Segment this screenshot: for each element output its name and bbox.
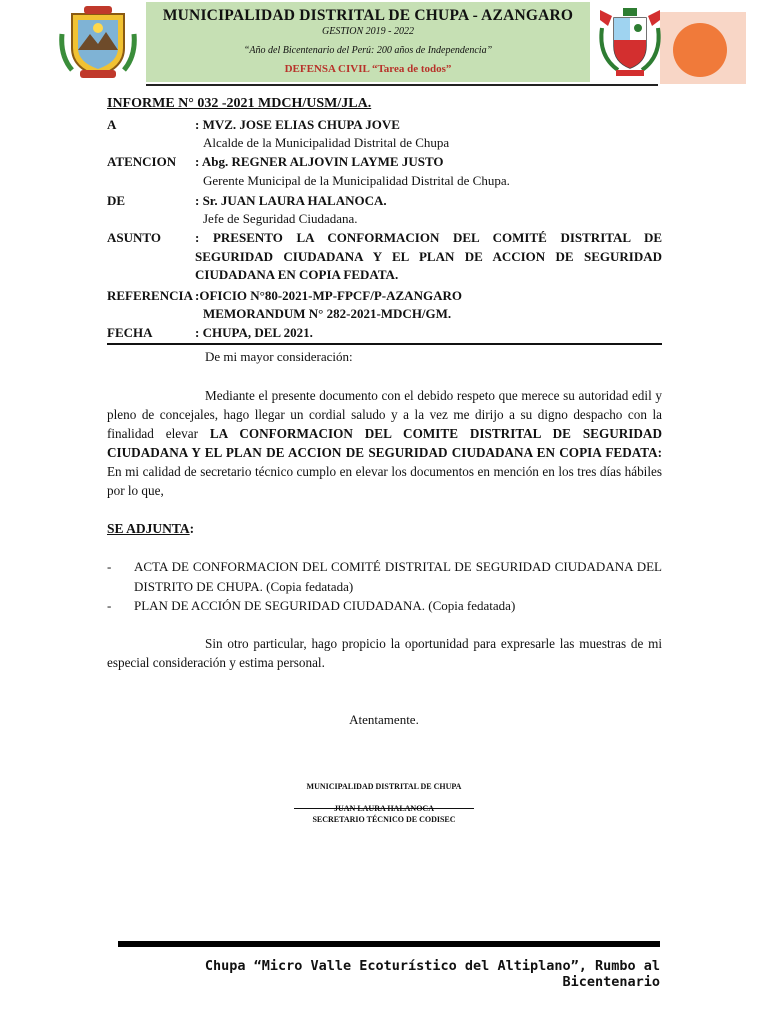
memo-row-asunto — [107, 229, 662, 287]
signature-name: JUAN LAURA HALANOCA — [333, 804, 434, 813]
list-bullet: - — [107, 559, 112, 574]
memo-row-de — [107, 192, 662, 229]
list-item — [107, 596, 662, 616]
memo-label: FECHA — [107, 325, 153, 340]
memo-value: : Sr. JUAN LAURA HALANOCA. — [195, 193, 387, 208]
signature-role: SECRETARIO TÉCNICO DE CODISEC — [312, 815, 456, 824]
paragraph-emphasis: LA CONFORMACION DEL COMITE DISTRITAL DE SEGURIDAD CIUDADANA Y EL PLAN DE ACCION DE SEGURIDAD CIUDADANA EN COPIA FEDATA: — [107, 426, 662, 460]
memo-row-fecha — [107, 324, 662, 344]
attachments-heading-text: SE ADJUNTA — [107, 521, 190, 536]
memo-subvalue: Jefe de Seguridad Ciudadana. — [203, 211, 358, 226]
memo-label: ATENCION — [107, 154, 177, 169]
memo-subvalue: Gerente Municipal de la Municipalidad Distrital de Chupa. — [203, 173, 510, 188]
footer-bar — [118, 941, 660, 947]
memo-divider — [107, 343, 662, 345]
memo-value: :OFICIO N°80-2021-MP-FPCF/P-AZANGARO — [195, 288, 462, 303]
attachments-heading-colon: : — [189, 521, 195, 536]
attachments-heading — [107, 521, 194, 537]
attachments-list — [107, 557, 662, 616]
district-crest-logo — [58, 4, 138, 80]
memo-label: A — [107, 117, 117, 132]
report-number: INFORME N° 032 -2021 MDCH/USM/JLA. — [107, 96, 372, 111]
list-item — [107, 557, 662, 596]
header-banner — [146, 2, 590, 82]
header-motto: “Año del Bicentenario del Perú: 200 años de Independencia” — [243, 45, 493, 56]
memo-row-atencion — [107, 153, 662, 192]
header-defensa-civil: DEFENSA CIVIL “Tarea de todos” — [284, 63, 452, 75]
memo-value: : MVZ. JOSE ELIAS CHUPA JOVE — [195, 117, 400, 132]
main-paragraph — [107, 386, 662, 500]
header-gestion: GESTION 2019 - 2022 — [322, 26, 414, 37]
decorative-orange-panel — [660, 12, 746, 84]
list-item-text: ACTA DE CONFORMACION DEL COMITÉ DISTRITAL DE SEGURIDAD CIUDADANA DEL DISTRITO DE CHUPA. (Copia fedatada) — [134, 559, 662, 594]
header-title: MUNICIPALIDAD DISTRITAL DE CHUPA - AZANGARO — [162, 7, 574, 24]
memo-subvalue: Alcalde de la Municipalidad Distrital de Chupa — [203, 135, 450, 150]
list-item-text: PLAN DE ACCIÓN DE SEGURIDAD CIUDADANA. (Copia fedatada) — [134, 598, 516, 613]
memo-label: REFERENCIA — [107, 288, 193, 303]
paragraph-text-end: En mi calidad de secretario técnico cumplo en elevar los documentos en mención en los tres días hábiles por lo que, — [107, 464, 662, 498]
memo-value: : Abg. REGNER ALJOVIN LAYME JUSTO — [195, 154, 444, 169]
footer-slogan: Chupa “Micro Valle Ecoturístico del Altiplano”, Rumbo al Bicentenario — [204, 958, 660, 990]
memo-row-a — [107, 116, 662, 153]
paragraph-text: Mediante el presente documento con el debido respeto que merece su autoridad edil y pleno de concejales, hago llegar un cordial saludo y a la vez me dirijo a su digno despacho con la finalidad elevar — [107, 388, 662, 441]
signoff: Atentamente. — [349, 712, 419, 727]
peru-coat-of-arms-icon — [594, 6, 666, 80]
memo-value: : PRESENTO LA CONFORMACION DEL COMITÉ DISTRITAL DE SEGURIDAD CIUDADANA Y EL PLAN DE ACCION DE SEGURIDAD CIUDADANA EN COPIA FEDATA. — [195, 230, 662, 282]
greeting: De mi mayor consideración: — [205, 349, 353, 364]
memo-value: : CHUPA, DEL 2021. — [195, 325, 313, 340]
closing-paragraph: Sin otro particular, hago propicio la oportunidad para expresarle las muestras de mi especial consideración y estima personal. — [107, 636, 662, 670]
signature-entity: MUNICIPALIDAD DISTRITAL DE CHUPA — [306, 782, 462, 791]
memo-label: DE — [107, 193, 126, 208]
memo-label: ASUNTO — [107, 230, 161, 245]
list-bullet: - — [107, 598, 112, 613]
memo-subvalue: MEMORANDUM N° 282-2021-MDCH/GM. — [203, 306, 452, 321]
memo-row-referencia — [107, 287, 662, 324]
header-divider — [146, 84, 658, 86]
memo-header-block — [107, 116, 662, 344]
